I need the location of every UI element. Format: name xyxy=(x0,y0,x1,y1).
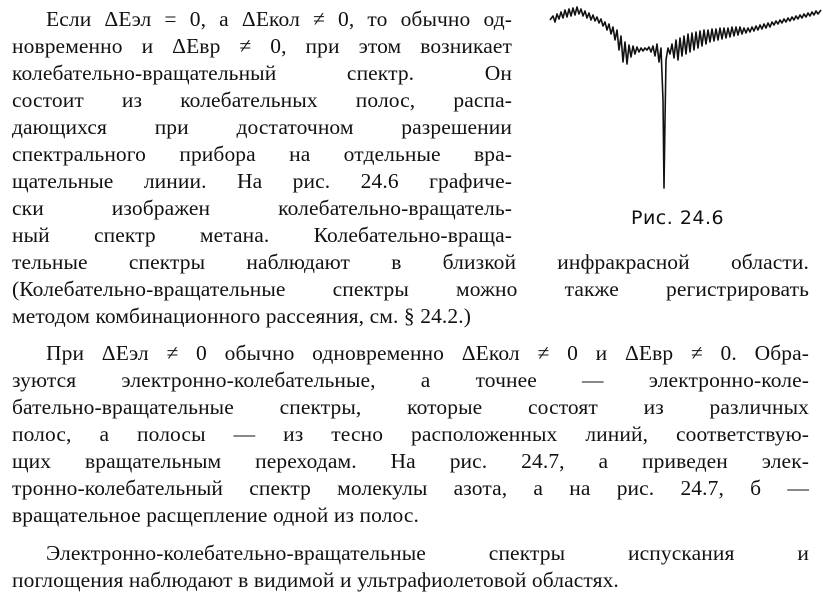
text-line: щательные линии. На рис. 24.6 графиче- xyxy=(12,169,512,193)
methane-spectrum-trace-icon xyxy=(548,0,823,240)
text-line: ски изображен колебательно-вращатель- xyxy=(12,196,512,220)
text-line: При ΔEэл ≠ 0 обычно одновременно ΔEкол ≠ 0 и ΔEвр ≠ 0. Обра- xyxy=(46,341,809,365)
text-line: Электронно-колебательно-вращательные спектры испускания и xyxy=(46,541,809,565)
figure-caption: Рис. 24.6 xyxy=(631,207,725,229)
text-line: вращательное расщепление одной из полос. xyxy=(12,503,420,527)
text-line: тельные спектры наблюдают в близкой инфракрасной области. xyxy=(12,250,809,274)
text-line: состоит из колебательных полос, распа- xyxy=(12,88,512,112)
text-line: Если ΔEэл = 0, а ΔEкол ≠ 0, то обычно од- xyxy=(46,7,512,31)
text-line: (Колебательно-вращательные спектры можно также регистрировать xyxy=(12,277,809,301)
text-line: зуются электронно-колебательные, а точнее — электронно-коле- xyxy=(12,368,809,392)
text-line: бательно-вращательные спектры, которые состоят из различных xyxy=(12,395,809,419)
text-line: полос, а полосы — из тесно расположенных линий, соответствую- xyxy=(12,422,809,446)
text-line: колебательно-вращательный спектр. Он xyxy=(12,61,512,85)
figure-24-6 xyxy=(548,0,823,240)
text-line: тронно-колебательный спектр молекулы азота, а на рис. 24.7, б — xyxy=(12,476,809,500)
text-line: новременно и ΔEвр ≠ 0, при этом возникает xyxy=(12,34,512,58)
text-line: поглощения наблюдают в видимой и ультрафиолетовой областях. xyxy=(12,568,619,592)
text-line: методом комбинационного рассеяния, см. § 24.2.) xyxy=(12,304,471,328)
text-line: спектрального прибора на отдельные вра- xyxy=(12,142,512,166)
text-line: ный спектр метана. Колебательно-враща- xyxy=(12,223,512,247)
text-line: щих вращательным переходам. На рис. 24.7, а приведен элек- xyxy=(12,449,809,473)
text-line: дающихся при достаточном разрешении xyxy=(12,115,512,139)
